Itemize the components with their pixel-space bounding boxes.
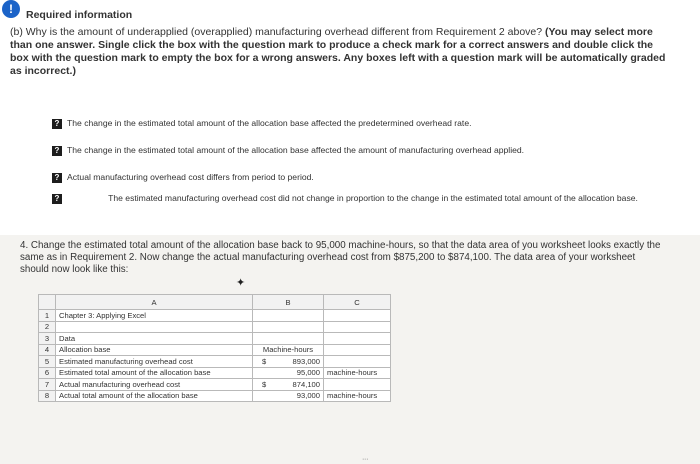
cell-c: [324, 379, 391, 391]
answer-choice-2-label: The change in the estimated total amount of the allocation base affected the amount of manufacturing overhead applied.: [67, 145, 525, 155]
scroll-indicator-icon: ᐧᐧᐧ: [362, 455, 369, 464]
cell-b-value: Machine-hours: [262, 345, 314, 355]
cell-b-value: 95,000: [296, 368, 320, 378]
cell-b: [253, 390, 324, 402]
question-label: (b) Why is the amount of underapplied (overapplied) manufacturing overhead different from Requirement 2 above?: [10, 26, 543, 38]
mouse-cursor-icon: ✦: [236, 277, 246, 289]
cell-b: [253, 356, 324, 368]
cell-b: [253, 321, 324, 333]
column-header-row: [39, 295, 391, 310]
required-information-title: Required information: [26, 9, 133, 21]
cell-c: [324, 321, 391, 333]
cell-c: machine-hours: [324, 367, 391, 379]
question-mark-checkbox-4[interactable]: ?: [52, 194, 62, 204]
answer-choice-4-label: The estimated manufacturing overhead cost did not change in proportion to the change in the estimated total amount of the allocation base.: [108, 193, 638, 203]
answer-choice-3-label: Actual manufacturing overhead cost differs from period to period.: [67, 172, 314, 182]
cell-b: [253, 379, 324, 391]
corner-cell: [39, 295, 56, 310]
cell-a: Chapter 3: Applying Excel: [56, 310, 253, 322]
column-header-a: A: [56, 295, 253, 310]
answer-choice-1-label: The change in the estimated total amount of the allocation base affected the predetermined overhead rate.: [67, 118, 472, 128]
table-row: [39, 379, 391, 391]
cell-b: [253, 344, 324, 356]
cell-a: [56, 321, 253, 333]
step-4-instructions: 4. Change the estimated total amount of the allocation base back to 95,000 machine-hours, so that the data area of you worksheet looks exactly the same as in Requirement 2. Now change the actual manufacturing overhead cost from $875,200 to $874,100. The data area of your worksheet should now look like this:: [20, 240, 661, 275]
cell-a: Estimated manufacturing overhead cost: [56, 356, 253, 368]
worksheet-table: [38, 294, 391, 402]
cell-c: [324, 344, 391, 356]
cell-b-value: 874,100: [292, 379, 320, 389]
column-header-c: C: [324, 295, 391, 310]
row-number: 2: [39, 321, 56, 333]
table-row: [39, 367, 391, 379]
question-text: [10, 26, 670, 78]
row-number: 4: [39, 344, 56, 356]
row-number: 5: [39, 356, 56, 368]
question-mark-checkbox-2[interactable]: ?: [52, 146, 62, 156]
cell-c: [324, 356, 391, 368]
cell-b: [253, 367, 324, 379]
question-instructions: (You may select more than one answer. Single click the box with the question mark to produce a check mark for a correct answers and double click the box with the question mark to empty the box for a wrong answers. Any boxes left with a question mark will be automatically graded as incorrect.): [10, 26, 666, 77]
cell-b: [253, 310, 324, 322]
answer-choice-2: [52, 145, 524, 156]
cell-a: Data: [56, 333, 253, 345]
table-row: [39, 321, 391, 333]
table-row: [39, 390, 391, 402]
cell-c: [324, 333, 391, 345]
table-row: [39, 356, 391, 368]
cell-c: [324, 310, 391, 322]
cell-b: [253, 333, 324, 345]
row-number: 7: [39, 379, 56, 391]
column-header-b: B: [253, 295, 324, 310]
row-number: 8: [39, 390, 56, 402]
info-icon: !: [2, 0, 20, 18]
question-mark-checkbox-1[interactable]: ?: [52, 119, 62, 129]
answer-choice-1: [52, 118, 472, 129]
cell-a: Actual manufacturing overhead cost: [56, 379, 253, 391]
table-row: [39, 333, 391, 345]
currency-symbol: $: [262, 356, 267, 366]
cell-a: Estimated total amount of the allocation base: [56, 367, 253, 379]
answer-choice-3: [52, 172, 314, 183]
cell-c: machine-hours: [324, 390, 391, 402]
row-number: 6: [39, 367, 56, 379]
cell-a: Actual total amount of the allocation base: [56, 390, 253, 402]
cell-b-value: 93,000: [296, 391, 320, 401]
row-number: 1: [39, 310, 56, 322]
cell-b-value: 893,000: [292, 356, 320, 366]
question-mark-checkbox-3[interactable]: ?: [52, 173, 62, 183]
table-row: [39, 344, 391, 356]
row-number: 3: [39, 333, 56, 345]
answer-choice-4: [52, 193, 670, 204]
currency-symbol: $: [262, 379, 267, 389]
cell-a: Allocation base: [56, 344, 253, 356]
table-row: [39, 310, 391, 322]
